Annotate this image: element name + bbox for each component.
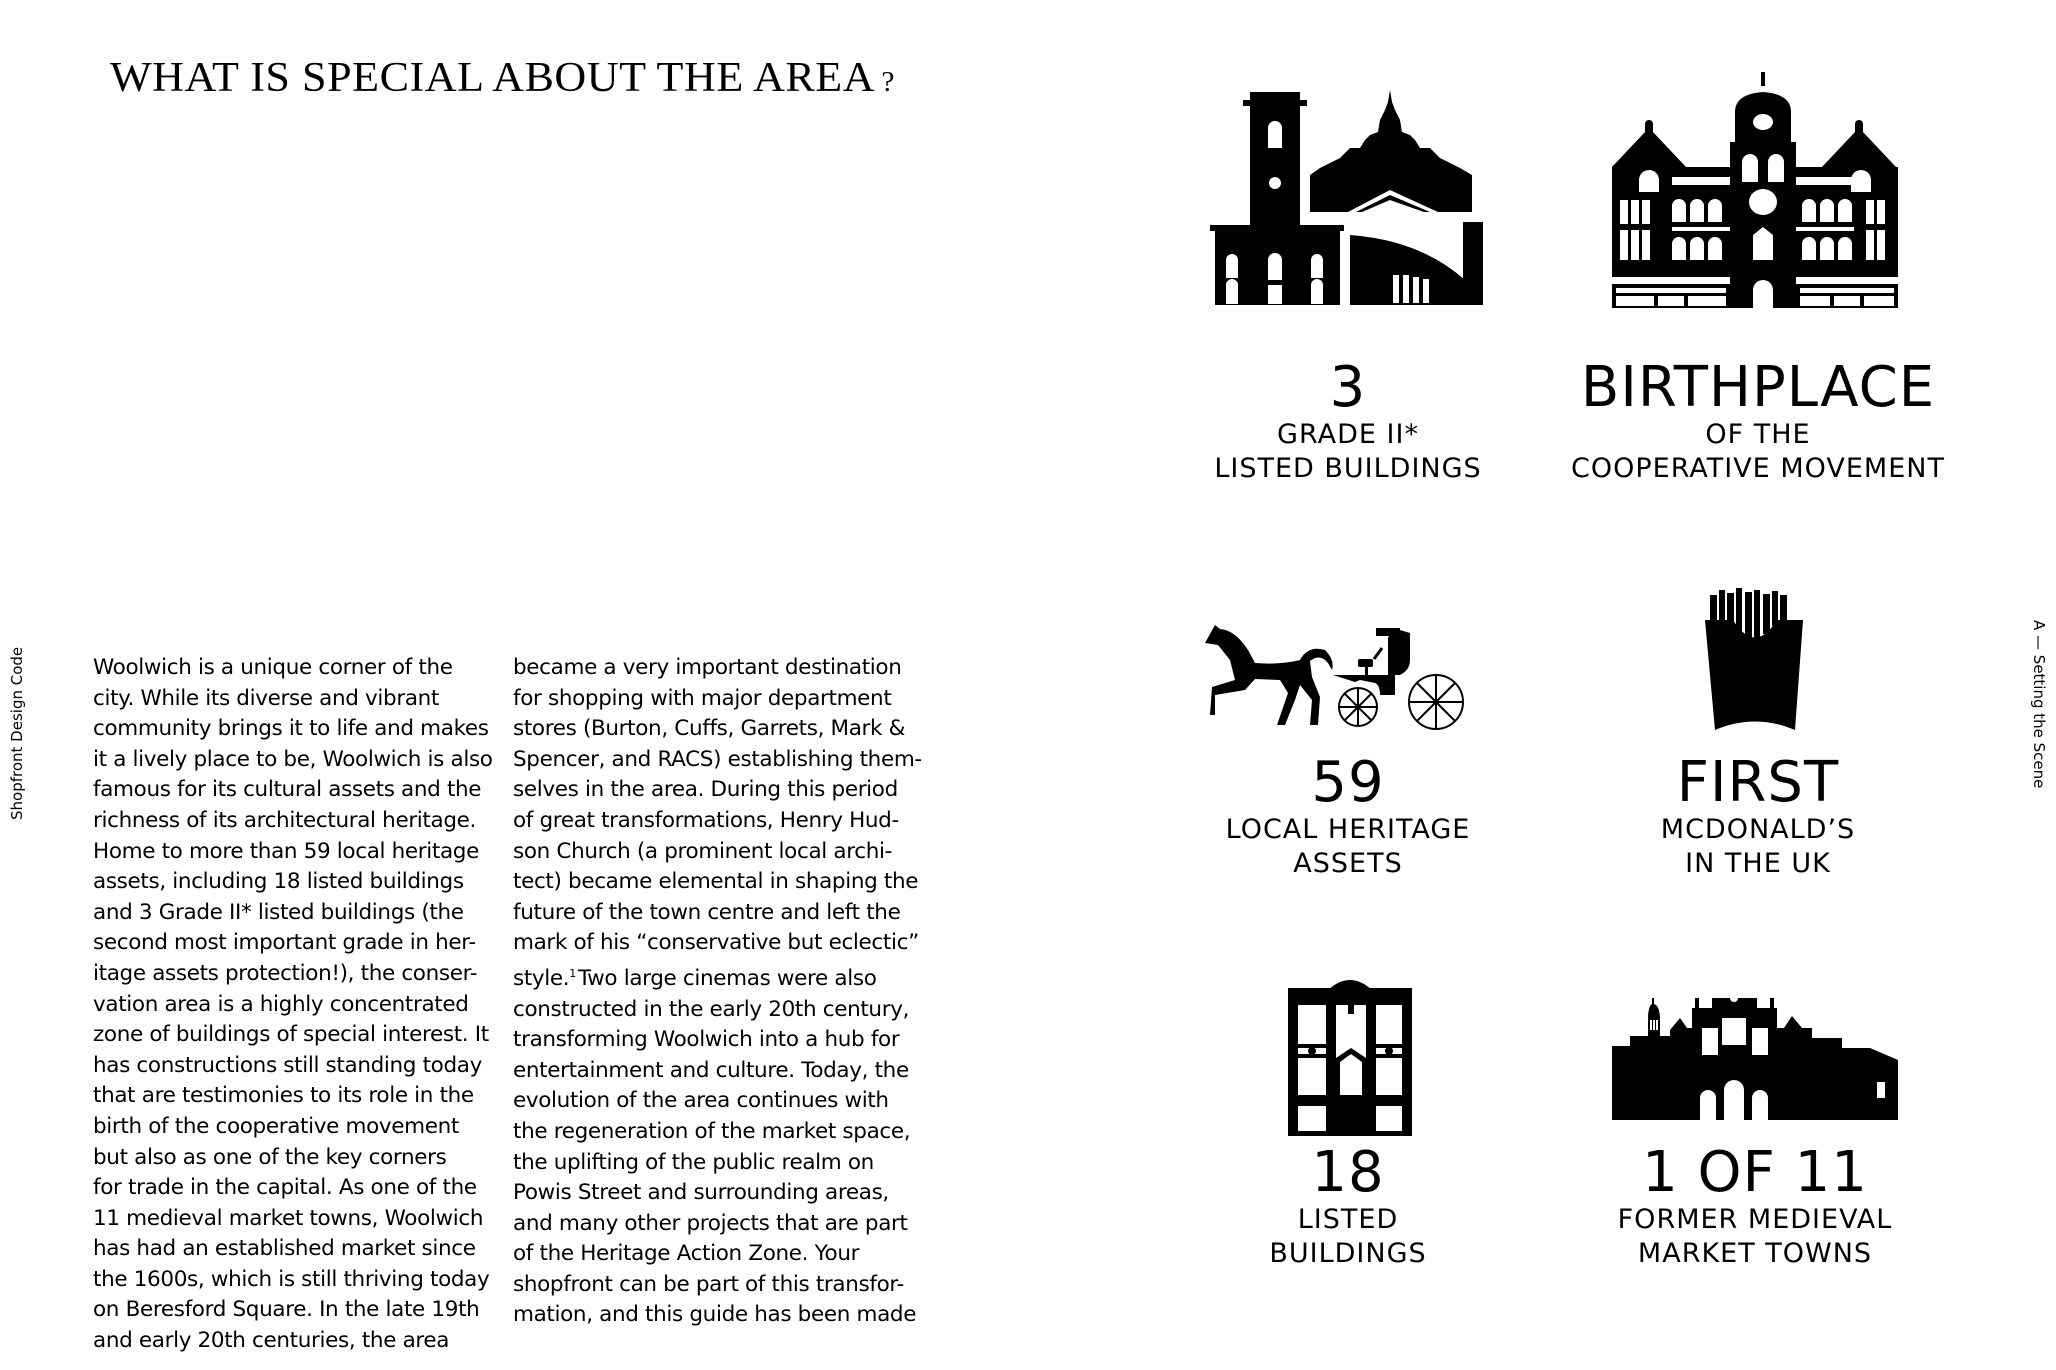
text-line: vation area is a highly concentrated xyxy=(93,991,469,1017)
text-line: that are testimonies to its role in the xyxy=(93,1083,474,1109)
page-title-question-mark: ? xyxy=(881,67,895,99)
text-line: zone of buildings of special interest. It xyxy=(93,1022,489,1048)
stat-label-line-2: MARKET TOWNS xyxy=(1637,1238,1873,1269)
text-line: assets, including 18 listed buildings xyxy=(93,869,464,895)
listed-building-facade-icon xyxy=(1288,978,1412,1136)
text-line: entertainment and culture. Today, the xyxy=(513,1057,909,1083)
text-line: but also as one of the key corners xyxy=(93,1144,447,1170)
stat-value: 3 xyxy=(1329,355,1367,420)
text-line: of the Heritage Action Zone. Your xyxy=(513,1241,860,1267)
town-hall-icon xyxy=(1610,72,1900,308)
stat-label-line-2: BUILDINGS xyxy=(1269,1238,1427,1269)
french-fries-icon xyxy=(1705,585,1805,730)
text-line: Powis Street and surrounding areas, xyxy=(513,1180,889,1206)
body-text-column-2 xyxy=(513,653,922,1331)
text-line: has had an established market since xyxy=(93,1236,476,1262)
text-line: shopfront can be part of this transfor- xyxy=(513,1271,904,1297)
text-fragment: style. xyxy=(513,965,570,991)
text-fragment: Two large cinemas were also xyxy=(577,965,877,991)
grade-listed-buildings-icon xyxy=(1210,80,1490,310)
text-line: stores (Burton, Cuffs, Garrets, Mark & xyxy=(513,716,906,742)
stat-first-mcdonalds xyxy=(1548,750,1968,881)
text-line: and early 20th centuries, the area xyxy=(93,1328,450,1354)
stat-label-line-1: MCDONALD’S xyxy=(1660,814,1856,845)
stat-label-line-1: LISTED xyxy=(1297,1204,1399,1235)
stat-label-line-2: LISTED BUILDINGS xyxy=(1214,453,1482,484)
text-line: 11 medieval market towns, Woolwich xyxy=(93,1205,484,1231)
stat-label-line-1: GRADE II* xyxy=(1277,419,1419,450)
text-line: became a very important destination xyxy=(513,655,902,680)
text-line: son Church (a prominent local archi- xyxy=(513,838,893,864)
stat-local-heritage-assets xyxy=(1138,750,1558,881)
text-line: and many other projects that are part xyxy=(513,1210,908,1236)
text-line xyxy=(513,959,913,995)
page-title-text: WHAT IS SPECIAL ABOUT THE AREA xyxy=(110,55,876,102)
stat-value: BIRTHPLACE xyxy=(1580,355,1936,420)
document-title-side-label: Shopfront Design Code xyxy=(8,646,26,820)
body-text-column-1 xyxy=(93,653,493,1357)
page-title xyxy=(110,54,895,102)
market-town-skyline-icon xyxy=(1612,998,1898,1120)
stat-grade-listed-buildings xyxy=(1138,355,1558,486)
stat-label-line-1: OF THE xyxy=(1705,419,1811,450)
text-line: Woolwich is a unique corner of the xyxy=(93,655,453,680)
text-line: birth of the cooperative movement xyxy=(93,1113,459,1139)
stat-value: 18 xyxy=(1311,1140,1385,1205)
text-line: of great transformations, Henry Hud- xyxy=(513,807,899,833)
stat-label-line-1: FORMER MEDIEVAL xyxy=(1617,1204,1893,1235)
text-line: the uplifting of the public realm on xyxy=(513,1149,874,1175)
stat-listed-buildings xyxy=(1138,1140,1558,1271)
stat-medieval-market-towns xyxy=(1545,1140,1965,1271)
text-line: the regeneration of the market space, xyxy=(513,1118,911,1144)
stat-value: FIRST xyxy=(1676,750,1840,815)
stat-label-line-2: IN THE UK xyxy=(1685,848,1831,879)
text-line: for trade in the capital. As one of the xyxy=(93,1175,477,1201)
text-line: selves in the area. During this period xyxy=(513,777,898,803)
text-line: transforming Woolwich into a hub for xyxy=(513,1027,900,1053)
text-line: itage assets protection!), the conser- xyxy=(93,960,478,986)
text-line: constructed in the early 20th century, xyxy=(513,996,910,1022)
stat-label-line-1: LOCAL HERITAGE xyxy=(1225,814,1471,845)
stat-value: 59 xyxy=(1311,750,1385,815)
text-line: it a lively place to be, Woolwich is also xyxy=(93,746,493,772)
text-line: second most important grade in her- xyxy=(93,930,476,956)
text-line: on Beresford Square. In the late 19th xyxy=(93,1297,480,1323)
text-line: the 1600s, which is still thriving today xyxy=(93,1266,490,1292)
horse-carriage-icon xyxy=(1200,615,1480,730)
stat-birthplace-cooperative xyxy=(1548,355,1968,486)
text-line: city. While its diverse and vibrant xyxy=(93,685,440,711)
stat-label-line-2: ASSETS xyxy=(1293,848,1403,879)
text-line: Home to more than 59 local heritage xyxy=(93,838,479,864)
stat-label-line-2: COOPERATIVE MOVEMENT xyxy=(1571,453,1945,484)
text-line: mark of his “conservative but eclectic” xyxy=(513,930,919,956)
text-line: for shopping with major department xyxy=(513,685,892,711)
text-line: famous for its cultural assets and the xyxy=(93,777,482,803)
text-line: mation, and this guide has been made xyxy=(513,1302,917,1328)
text-line: evolution of the area continues with xyxy=(513,1088,889,1114)
text-line: tect) became elemental in shaping the xyxy=(513,869,919,895)
stat-value: 1 OF 11 xyxy=(1642,1140,1868,1205)
text-line: and 3 Grade II* listed buildings (the xyxy=(93,899,464,925)
footnote-marker[interactable]: 1 xyxy=(569,966,576,980)
text-line: community brings it to life and makes xyxy=(93,716,489,742)
text-line: has constructions still standing today xyxy=(93,1052,482,1078)
text-line: future of the town centre and left the xyxy=(513,899,901,925)
section-side-label: A — Setting the Scene xyxy=(2030,620,2048,789)
text-line: Spencer, and RACS) establishing them- xyxy=(513,746,922,772)
text-line: richness of its architectural heritage. xyxy=(93,807,476,833)
